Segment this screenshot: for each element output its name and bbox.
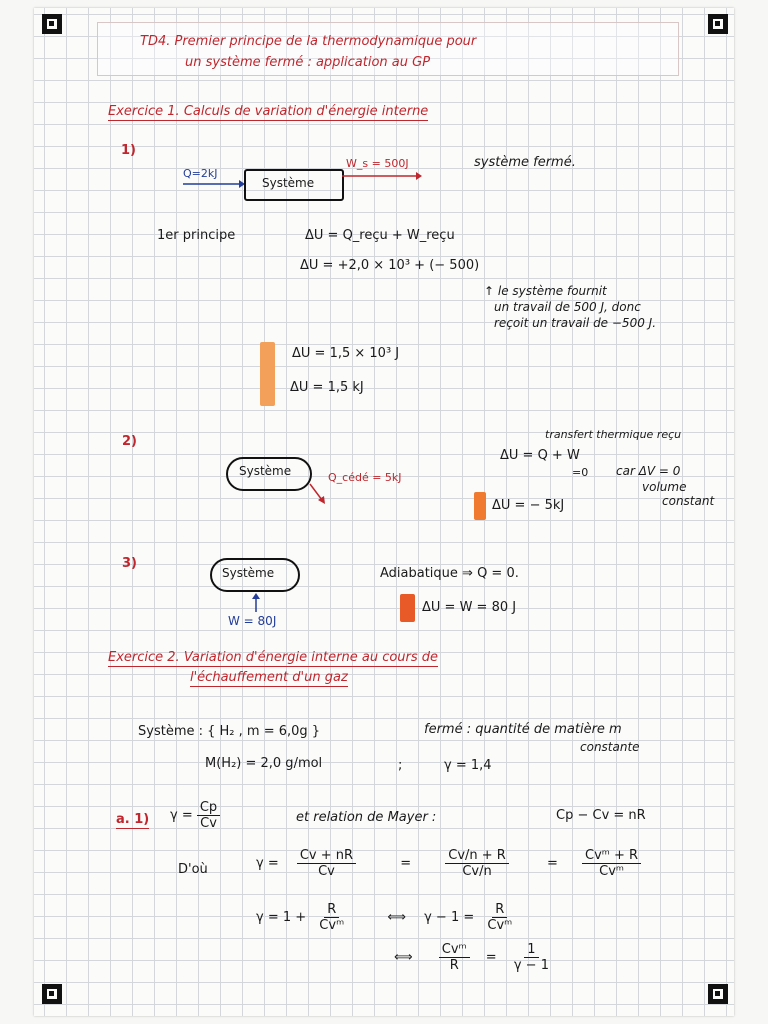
fraction-4-den: Cvᵐ [319, 918, 345, 933]
reason-line-3: constant [662, 494, 715, 508]
fraction-3-num: Cvᵐ + R [582, 848, 641, 864]
work-received-arrow [252, 594, 260, 612]
iff-1: ⟺ [387, 910, 406, 925]
system-definition: Système : { H₂ , m = 6,0g } [138, 724, 321, 739]
separator: ; [398, 758, 403, 773]
fraction-1 [297, 848, 356, 879]
mayer-equation: Cp − Cv = nR [556, 808, 646, 823]
constant-note: constante [580, 740, 640, 754]
gamma-derivation-line-1 [256, 848, 641, 879]
equation-q-plus-w: ΔU = Q + W [500, 448, 580, 463]
part-a1-label: a. 1) [116, 812, 150, 827]
result-1-line-2: ΔU = 1,5 kJ [290, 380, 364, 395]
work-output-arrow [342, 176, 422, 182]
remark-line-2: un travail de 500 J, donc [494, 300, 641, 314]
gamma-derivation-line-2 [256, 902, 515, 933]
fraction-4 [316, 902, 347, 933]
remark-line-3: reçoit un travail de −500 J. [494, 316, 657, 330]
equals-1: = [400, 856, 412, 871]
corner-marker-bottom-right [708, 984, 728, 1004]
gamma-eq-prefix: γ = [256, 856, 279, 871]
fraction-5-den: Cvᵐ [487, 918, 513, 933]
closed-note: fermé : quantité de matière m [424, 722, 622, 737]
molar-mass: M(H₂) = 2,0 g/mol [205, 756, 323, 771]
question-2-number: 2) [122, 434, 137, 449]
transfer-note: transfert thermique reçu [545, 428, 682, 441]
gamma-one-plus: γ = 1 + [256, 910, 307, 925]
heat-input-arrow [183, 184, 243, 190]
fraction-1-den: Cv [318, 864, 335, 879]
equation-2: ΔU = +2,0 × 10³ + (− 500) [300, 258, 480, 273]
iff-2: ⟺ [394, 950, 413, 965]
gamma-value: γ = 1,4 [444, 758, 492, 773]
fraction-7 [511, 942, 552, 973]
heat-released-arrow [310, 484, 330, 506]
adiabatic-note: Adiabatique ⇒ Q = 0. [380, 566, 519, 581]
equals-2: = [546, 856, 558, 871]
question-3-number: 3) [122, 556, 137, 571]
remark-line-1: ↑ le système fournit [484, 284, 607, 298]
result-3-highlight [400, 594, 415, 622]
fraction-1-num: Cv + nR [297, 848, 356, 864]
fraction-6 [439, 942, 470, 973]
exercise-2-heading-line-1: Exercice 2. Variation d'énergie interne au cours de [108, 650, 439, 665]
hence-label: D'où [178, 862, 208, 877]
gamma-def-fraction [197, 800, 220, 831]
fraction-6-num: Cvᵐ [439, 942, 470, 958]
title-line-2: un système fermé : application au GP [185, 55, 431, 70]
equals-3: = [485, 950, 497, 965]
exercise-1-heading: Exercice 1. Calculs de variation d'énergie interne [108, 104, 429, 119]
fraction-7-den: γ − 1 [513, 958, 549, 973]
system-oval-3-label: Système [222, 566, 275, 580]
fraction-4-num: R [324, 902, 339, 918]
fraction-3-den: Cvᵐ [599, 864, 624, 879]
title-line-1: TD4. Premier principe de la thermodynamique pour [140, 34, 477, 49]
corner-marker-top-right [708, 14, 728, 34]
closed-system-note: système fermé. [474, 155, 576, 170]
gamma-def-den: Cv [200, 816, 217, 831]
system-oval-2-label: Système [239, 464, 292, 478]
work-zero: =0 [572, 466, 589, 479]
corner-marker-bottom-left [42, 984, 62, 1004]
result-1-highlight [260, 342, 275, 406]
result-2: ΔU = − 5kJ [492, 498, 565, 513]
reason-line-1: car ΔV = 0 [616, 464, 681, 478]
gamma-derivation-line-3 [394, 942, 552, 973]
reason-line-2: volume [642, 480, 687, 494]
heat-released-label: Q_cédé = 5kJ [328, 471, 402, 484]
mayer-text: et relation de Mayer : [296, 810, 437, 825]
equation-1: ΔU = Q_reçu + W_reçu [305, 228, 455, 243]
first-principle-label: 1er principe [157, 228, 236, 243]
result-3: ΔU = W = 80 J [422, 600, 517, 615]
fraction-2 [445, 848, 509, 879]
gamma-def-num: Cp [197, 800, 220, 816]
result-2-highlight [474, 492, 486, 520]
work-w-label: W_s = 500J [346, 157, 409, 170]
fraction-7-num: 1 [524, 942, 538, 958]
gamma-definition [170, 800, 220, 831]
question-1-number: 1) [121, 143, 136, 158]
fraction-2-num: Cv/n + R [445, 848, 509, 864]
exercise-2-heading-line-2: l'échauffement d'un gaz [190, 670, 348, 685]
fraction-2-den: Cv/n [462, 864, 492, 879]
heat-q-label: Q=2kJ [183, 167, 218, 180]
corner-marker-top-left [42, 14, 62, 34]
gamma-minus-one: γ − 1 = [424, 910, 475, 925]
fraction-5-num: R [492, 902, 507, 918]
fraction-5 [484, 902, 515, 933]
fraction-6-den: R [449, 958, 459, 973]
work-received-label: W = 80J [228, 614, 277, 628]
result-1-line-1: ΔU = 1,5 × 10³ J [292, 346, 400, 361]
system-box-1-label: Système [262, 176, 315, 190]
gamma-def-prefix: γ = [170, 808, 193, 823]
fraction-3 [582, 848, 641, 879]
